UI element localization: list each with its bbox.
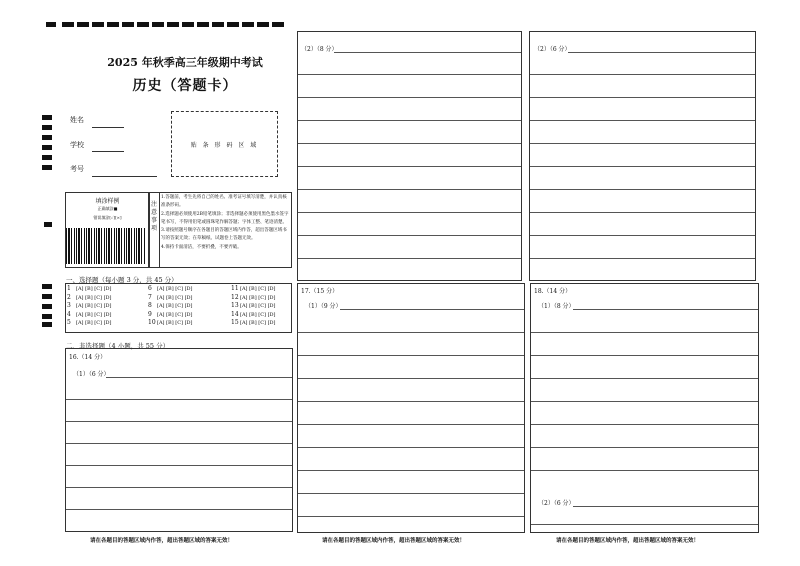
- notice-text: [161, 194, 289, 252]
- notice-item: 3.请按照题号顺序在各题目的答题区域内作答，超出答题区域书写的答案无效；在草稿纸、试题卷上答题无效。: [161, 228, 287, 242]
- mc-question-7[interactable]: [148, 294, 193, 301]
- mc-number: 8: [148, 302, 152, 310]
- q17-answer-area[interactable]: [297, 283, 525, 533]
- mc-number: 1: [67, 285, 71, 292]
- mc-number: 7: [148, 293, 152, 301]
- mc-options[interactable]: [A] [B] [C] [D]: [240, 320, 276, 327]
- exam-title: 2025 年秋季高三年级期中考试: [107, 56, 263, 69]
- mc-number: 3: [67, 302, 71, 310]
- mc-question-12[interactable]: [231, 294, 276, 301]
- q16-part2-heading: （2）（8 分）: [301, 46, 338, 53]
- mc-number: 10: [148, 319, 156, 327]
- mc-question-3[interactable]: [67, 302, 112, 309]
- mc-options[interactable]: [A] [B] [C] [D]: [240, 303, 276, 310]
- mc-options[interactable]: [A] [B] [C] [D]: [76, 320, 112, 327]
- mc-question-14[interactable]: [231, 311, 276, 318]
- printed-barcode: [66, 228, 146, 264]
- notice-label: 注意事项: [150, 201, 157, 232]
- mc-number: 15: [231, 319, 239, 327]
- q17-heading: 17.（15 分）: [301, 288, 339, 295]
- mc-options[interactable]: [A] [B] [C] [D]: [157, 294, 193, 301]
- mc-number: 5: [67, 319, 71, 327]
- mc-options[interactable]: [A] [B] [C] [D]: [240, 286, 276, 292]
- mc-options[interactable]: [A] [B] [C] [D]: [157, 311, 193, 318]
- fill-correct: 正确填涂■: [97, 206, 118, 211]
- mc-question-13[interactable]: [231, 302, 276, 309]
- mc-options[interactable]: [A] [B] [C] [D]: [157, 286, 193, 292]
- mc-question-4[interactable]: [67, 311, 112, 318]
- q18-part1: （1）（8 分）: [538, 303, 575, 310]
- mc-number: 14: [231, 310, 239, 318]
- barcode-sticker-area: [171, 111, 278, 177]
- mc-number: 4: [67, 310, 71, 318]
- mc-question-10[interactable]: [148, 319, 193, 326]
- mc-number: 6: [148, 285, 152, 292]
- school-label: 学校: [70, 141, 84, 149]
- mc-section-title: 一、选择题（每小题 3 分，共 45 分）: [66, 276, 178, 284]
- fill-example-title: 填涂样例: [95, 198, 120, 205]
- q16-part2-area[interactable]: [297, 31, 522, 281]
- mc-options[interactable]: [A] [B] [C] [D]: [240, 311, 276, 318]
- footer-note-col3: 请在各题目的答题区域内作答，超出答题区域的答案无效！: [556, 538, 700, 544]
- barcode-area-label: 贴 条 形 码 区 域: [190, 142, 259, 149]
- mc-number: 12: [231, 293, 239, 301]
- mc-options[interactable]: [A] [B] [C] [D]: [240, 294, 276, 301]
- mc-question-1[interactable]: [67, 285, 112, 292]
- mc-question-2[interactable]: [67, 294, 112, 301]
- footer-note-col2: 请在各题目的答题区域内作答，超出答题区域的答案无效！: [322, 538, 466, 544]
- mc-number: 9: [148, 310, 152, 318]
- name-label: 姓名: [70, 116, 84, 124]
- exam-no-label: 考号: [70, 165, 84, 173]
- notice-item: 4.保持卡面清洁，不要折叠，不要弄破。: [161, 244, 242, 250]
- mc-options[interactable]: [A] [B] [C] [D]: [76, 303, 112, 310]
- q16-heading: 16.（14 分）: [69, 354, 107, 361]
- mc-question-11[interactable]: [231, 285, 276, 292]
- mc-question-9[interactable]: [148, 311, 193, 318]
- mc-options[interactable]: [A] [B] [C] [D]: [76, 294, 112, 301]
- mc-options[interactable]: [A] [B] [C] [D]: [157, 303, 193, 310]
- mc-number: 13: [231, 302, 239, 310]
- mc-question-6[interactable]: [148, 285, 193, 292]
- subject-title: 历史（答题卡）: [132, 78, 238, 94]
- nonmc-section-title: 二、非选择题（4 小题，共 55 分）: [66, 342, 170, 350]
- mc-question-5[interactable]: [67, 319, 112, 326]
- footer-note-col1: 请在各题目的答题区域内作答，超出答题区域的答案无效！: [90, 538, 234, 544]
- notice-item: 1.答题前，考生先将自己的姓名、准考证号填写清楚，并认真核准条形码。: [161, 195, 287, 209]
- mc-options[interactable]: [A] [B] [C] [D]: [76, 311, 112, 318]
- q17-part2-area[interactable]: [529, 31, 756, 281]
- fill-wrong: 错误填涂[✓][×]: [93, 215, 122, 220]
- mc-question-15[interactable]: [231, 319, 276, 326]
- mc-number: 2: [67, 293, 71, 301]
- q18-answer-area[interactable]: [530, 283, 759, 533]
- mc-options[interactable]: [A] [B] [C] [D]: [157, 320, 193, 327]
- q18-part2: （2）（6 分）: [538, 500, 575, 507]
- q17-part2-heading: （2）（6 分）: [534, 46, 571, 53]
- name-line[interactable]: [92, 127, 124, 128]
- q18-heading: 18.（14 分）: [534, 288, 572, 295]
- q16-answer-area[interactable]: [65, 348, 293, 532]
- school-line[interactable]: [92, 151, 124, 152]
- notice-item: 2.选择题必须使用2B铅笔填涂；非选择题必须使用黑色墨水签字笔书写，不得用铅笔或圆珠笔作解答题；字体工整、笔迹清楚。: [161, 211, 289, 225]
- notice-box: [148, 192, 292, 268]
- q17-part1: （1）（9 分）: [305, 303, 342, 310]
- exam-no-line[interactable]: [92, 176, 157, 177]
- mc-number: 11: [231, 285, 239, 292]
- q16-part1: （1）（6 分）: [73, 371, 110, 378]
- mc-question-8[interactable]: [148, 302, 193, 309]
- mc-options[interactable]: [A] [B] [C] [D]: [76, 286, 112, 292]
